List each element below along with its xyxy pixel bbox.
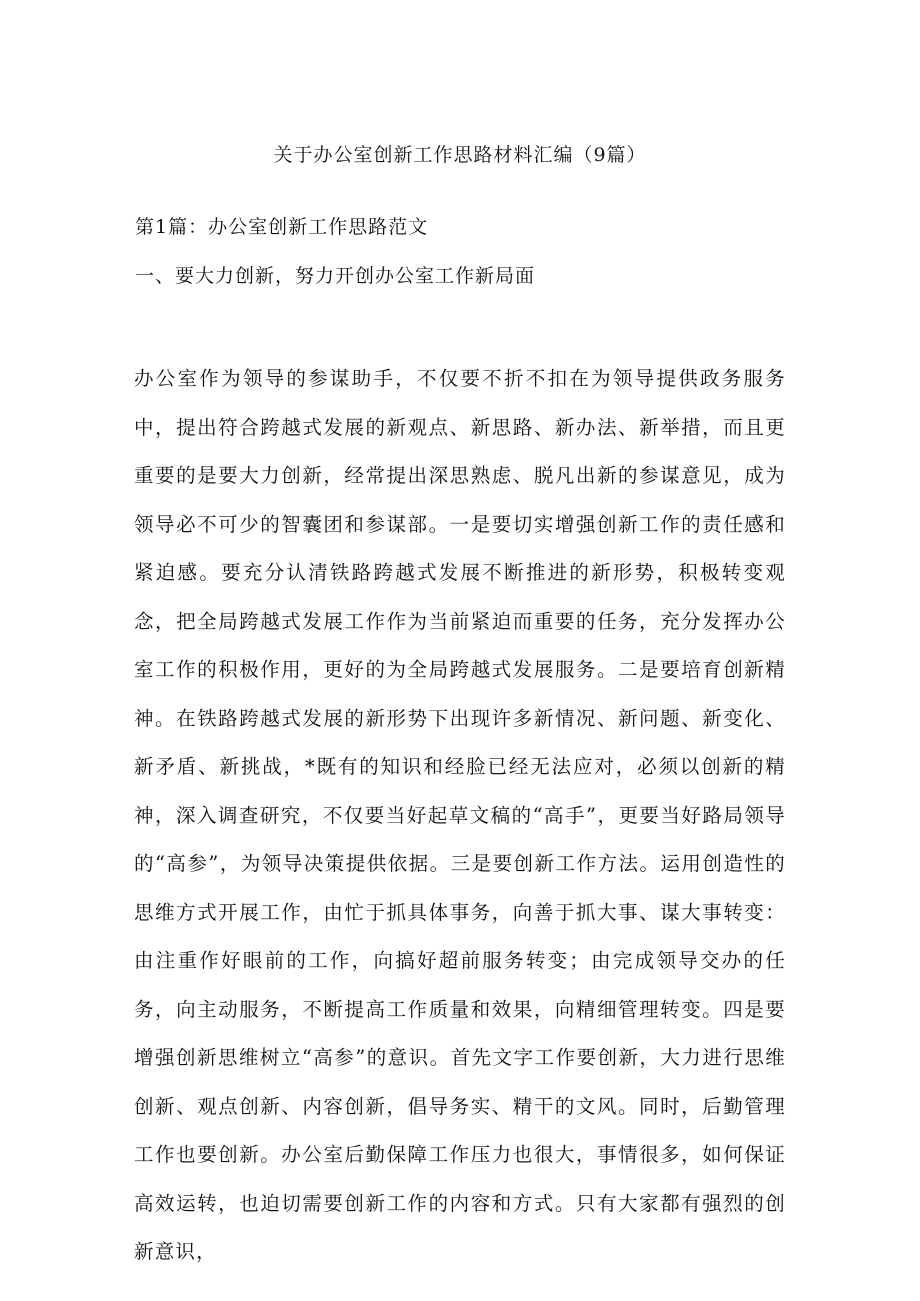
body-paragraph: 办公室作为领导的参谋助手，不仅要不折不扣在为领导提供政务服务中，提出符合跨越式发展的新观点、新思路、新办法、新举措，而且更重要的是要大力创新，经常提出深思熟虑、脱凡出新的参谋意见，成为领导必不可少的智囊团和参谋部。一是要切实增强创新工作的责任感和紧迫感。要充分认清铁路跨越式发展不断推进的新形势，积极转变观念，把全局跨越式发展工作作为当前紧迫而重要的任务，充分发挥办公室工作的积极作用，更好的为全局跨越式发展服务。二是要培育创新精神。在铁路跨越式发展的新形势下出现许多新情况、新问题、新变化、新矛盾、新挑战，*既有的知识和经脸已经无法应对，必须以创新的精神，深入调查研究，不仅要当好起草文稿的“高手”，更要当好路局领导的“高参”，为领导决策提供依据。三是要创新工作方法。运用创造性的思维方式开展工作，由忙于抓具体事务，向善于抓大事、谋大事转变：由注重作好眼前的工作，向搞好超前服务转变；由完成领导交办的任务，向主动服务，不断提高工作质量和效果，向精细管理转变。四是要增强创新思维树立“高参”的意识。首先文字工作要创新，大力进行思维创新、观点创新、内容创新，倡导务实、精干的文风。同时，后勤管理工作也要创新。办公室后勤保障工作压力也很大，事情很多，如何保证高效运转，也迫切需要创新工作的内容和方式。只有大家都有强烈的创新意识，: [134, 367, 786, 1263]
document-title: 关于办公室创新工作思路材料汇编（9篇）: [273, 144, 647, 166]
subsection-heading: 一、要大力创新，努力开创办公室工作新局面: [135, 265, 536, 287]
section-heading: 第1篇：办公室创新工作思路范文: [135, 216, 429, 238]
